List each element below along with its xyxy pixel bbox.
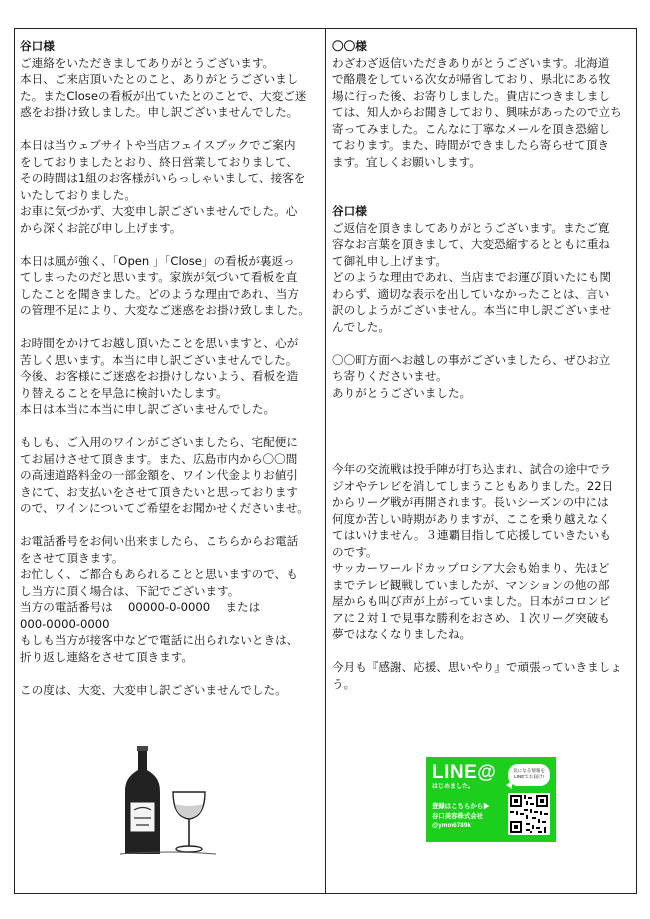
sender-name: 〇〇様 xyxy=(332,39,367,53)
registration-info xyxy=(432,802,490,831)
message-paragraph: お電話番号をお伺い出来ましたら、こちらからお電話 をさせて頂きます。 お忙しく、ご都合もあられることと思いますので、も し当方に頂く場合は、下記でございます。 当方の電話番号は 00000-0-0000 または 000-0000-0000 もしも当方が接客中などで電話に出られないときは、 折り返し連絡をさせて頂きます。 xyxy=(20,534,299,664)
message-paragraph: 〇〇町方面へお越しの事がございましたら、ぜひお立 ち寄りくださいませ。 ありがとうございました。 xyxy=(332,352,611,400)
recipient-name: 谷口様 xyxy=(20,39,55,53)
message-paragraph: ご返信を頂きましてありがとうございます。またご寛 容なお言葉を頂きまして、大変恐縮するとともに重ね て御礼申し上げます。 どのような理由であれ、当店までお運び頂いたにも関 わらず、適切な表示を出していなかったことは、言い 訳のしようがございません。本当に申し訳ございませ んでした。 xyxy=(332,220,611,334)
line-tagline: はじめました。 xyxy=(432,784,475,790)
recipient-name: 谷口様 xyxy=(332,204,367,218)
qr-code-icon[interactable] xyxy=(508,793,550,835)
message-paragraph: ご連絡をいただきましてありがとうございます。 本日、ご来店頂いたとのこと、ありがとうございまし た。またCloseの看板が出ていたとのことで、大変ご迷 惑をお掛け致しました。申し訳ございませんでした。 xyxy=(20,55,307,119)
column-divider xyxy=(325,28,326,894)
closing-apology: この度は、大変、大変申し訳ございませんでした。 xyxy=(20,682,287,697)
message-paragraph: 本日は風が強く、「Open 」「Close」の看板が裏返っ てしまったのだと思います。家族が気づいて看板を直 したことを聞きました。どのような理由であれ、当方 の管理不足により、大変なご迷惑をお掛け致しました。 xyxy=(20,253,310,317)
right-column xyxy=(332,38,624,692)
line-at-promo[interactable] xyxy=(426,757,556,842)
company-name: 谷口美容株式会社 xyxy=(432,812,484,820)
register-label: 登録はこちらから▶ xyxy=(432,803,490,810)
message-paragraph: 本日は当ウェブサイトや当店フェイスブックでご案内 をしておりましたとおり、終日営業しておりまして、 その時間は1組のお客様がいらっしゃいまして、接客を いたしておりました。 お車に気づかず、大変申し訳ございませんでした。心 から深くお詫び申し上げます。 xyxy=(20,138,306,235)
line-account-id: @ymm6789k xyxy=(432,822,471,829)
message-paragraph: わざわざ返信いただきありがとうございます。北海道 で酪農をしている次女が帰省しており、県北にある牧 場に行った後、お寄りしました。貴店につきましまし ては、知人からお聞きしており、興味があったので立ち 寄ってみました。こんなに丁寧なメールを頂き恐縮し ております。また、時間ができましたら寄らせて頂き ます。宜しくお願いします。 xyxy=(332,55,622,169)
message-paragraph: お時間をかけてお越し頂いたことを思いますと、心が 苦しく思います。本当に申し訳ございませんでした。 今後、お客様にご迷惑をお掛けしないよう、看板を造 り替えることを早急に検討いたします。 本日は本当に本当に申し訳ございませんでした。 xyxy=(20,336,299,416)
bubble-text: 気になる情報を LINEでお届け! xyxy=(512,768,546,779)
closing-message: 今月も『感謝、応援、思いやり』で頑張っていきましょ う。 xyxy=(332,660,622,691)
speech-bubble xyxy=(508,764,550,786)
wine-bottle-and-glass-illustration xyxy=(118,742,218,862)
message-paragraph: もしも、ご入用のワインがございましたら、宅配便に てお届けさせて頂きます。また、広島市内から〇〇間 の高速道路料金の一部金額を、ワイン代金よりお値引 きにて、お支払いをさせて頂きたいと思っております ので、ワインについてご希望をお聞かせくださいませ。 xyxy=(20,435,309,515)
news-paragraph: 今年の交流戦は投手陣が打ち込まれ、試合の途中でラ ジオやテレビを消してしまうこともありました。22日 からリーグ戦が再開されます。長いシーズンの中には 何度か苦しい時期がありますが、ここを乗り越えなく てはいけません。３連覇目指して応援していきたいも のです。 サッカーワールドカップロシア大会も始まり、先ほど までテレビ観戦していましたが、マンションの他の部 屋からも叫び声が上がっていました。日本がコロンビ アに２対１で見事な勝利をおさめ、１次リーグ突破も 夢ではなくなりましたね。 xyxy=(332,462,614,641)
left-column xyxy=(20,38,314,698)
line-logo: LINE@ xyxy=(432,762,497,783)
